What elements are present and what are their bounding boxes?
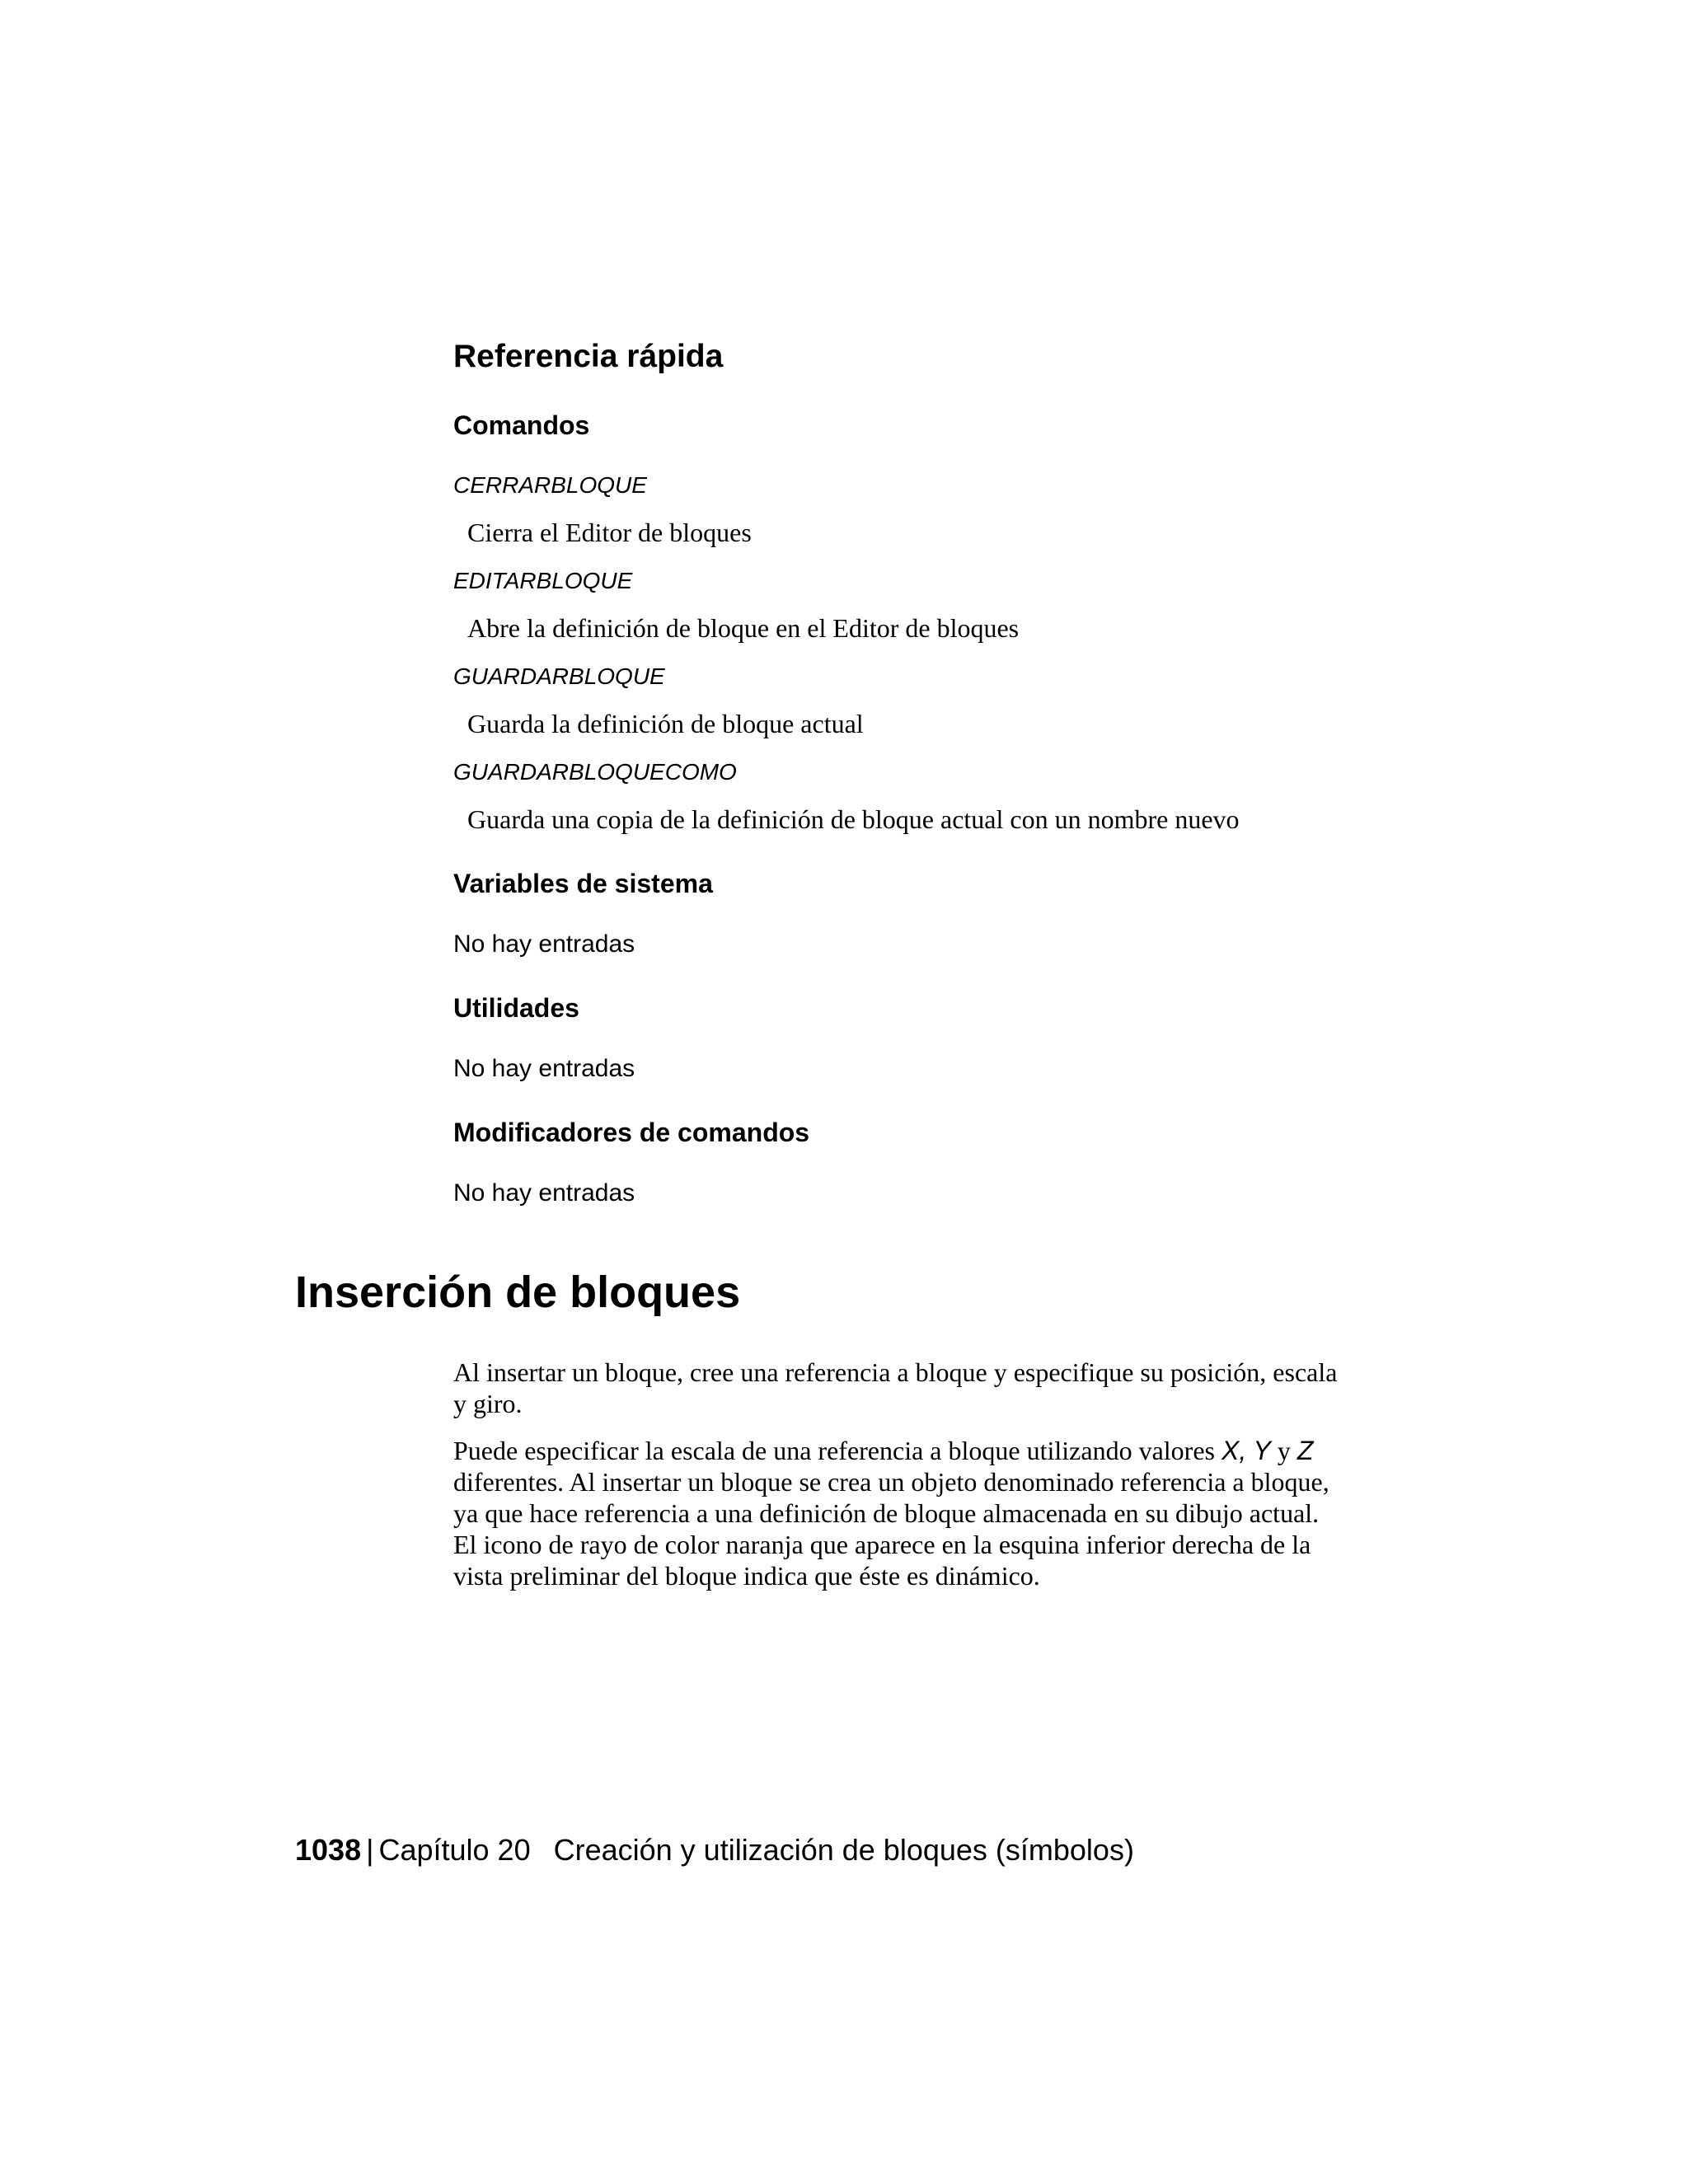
system-variables-heading: Variables de sistema — [453, 869, 713, 898]
system-variables-text: No hay entradas — [453, 930, 635, 958]
command-name: EDITARBLOQUE — [453, 568, 633, 593]
command-name: CERRARBLOQUE — [453, 472, 647, 498]
command-description: Guarda la definición de bloque actual — [467, 709, 864, 738]
paragraph-intro: Al insertar un bloque, cree una referencia a bloque y especifique su posición, escala y giro. — [453, 1357, 1338, 1418]
section-heading: Inserción de bloques — [295, 1268, 741, 1317]
page-footer — [295, 1832, 1134, 1868]
axis-variable-text: Z — [1296, 1436, 1314, 1465]
quick-reference-heading: Referencia rápida — [453, 339, 724, 374]
commands-heading: Comandos — [453, 410, 590, 440]
utilities-heading: Utilidades — [453, 993, 579, 1023]
command-description: Cierra el Editor de bloques — [467, 518, 752, 547]
utilities-text: No hay entradas — [453, 1055, 635, 1082]
command-description: Guarda una copia de la definición de bloque actual con un nombre nuevo — [467, 804, 1240, 834]
chapter-title: Creación y utilización de bloques (símbolos) — [553, 1833, 1134, 1867]
paragraph-scale — [453, 1435, 1343, 1591]
command-modifiers-text: No hay entradas — [453, 1179, 635, 1207]
command-name: GUARDARBLOQUE — [453, 663, 665, 689]
axis-variables-text: X, Y — [1221, 1436, 1271, 1465]
paragraph-text: Puede especificar la escala de una referencia a bloque utilizando valores — [453, 1436, 1221, 1465]
paragraph-text: diferentes. Al insertar un bloque se crea un objeto denominado referencia a bloque, ya que hace referencia a una definición de bloque almacenada en su dibujo actual. El icono de rayo de color naranja que aparece en la esquina inferior derecha de la vista preliminar del bloque indica que éste es dinámico. — [453, 1467, 1329, 1591]
chapter-label: Capítulo 20 — [378, 1833, 531, 1867]
command-modifiers-heading: Modificadores de comandos — [453, 1118, 810, 1147]
footer-separator: | — [366, 1833, 374, 1867]
command-name: GUARDARBLOQUECOMO — [453, 759, 737, 785]
command-description: Abre la definición de bloque en el Editor de bloques — [467, 613, 1020, 643]
paragraph-text: y — [1270, 1436, 1297, 1465]
page-number: 1038 — [295, 1833, 362, 1867]
